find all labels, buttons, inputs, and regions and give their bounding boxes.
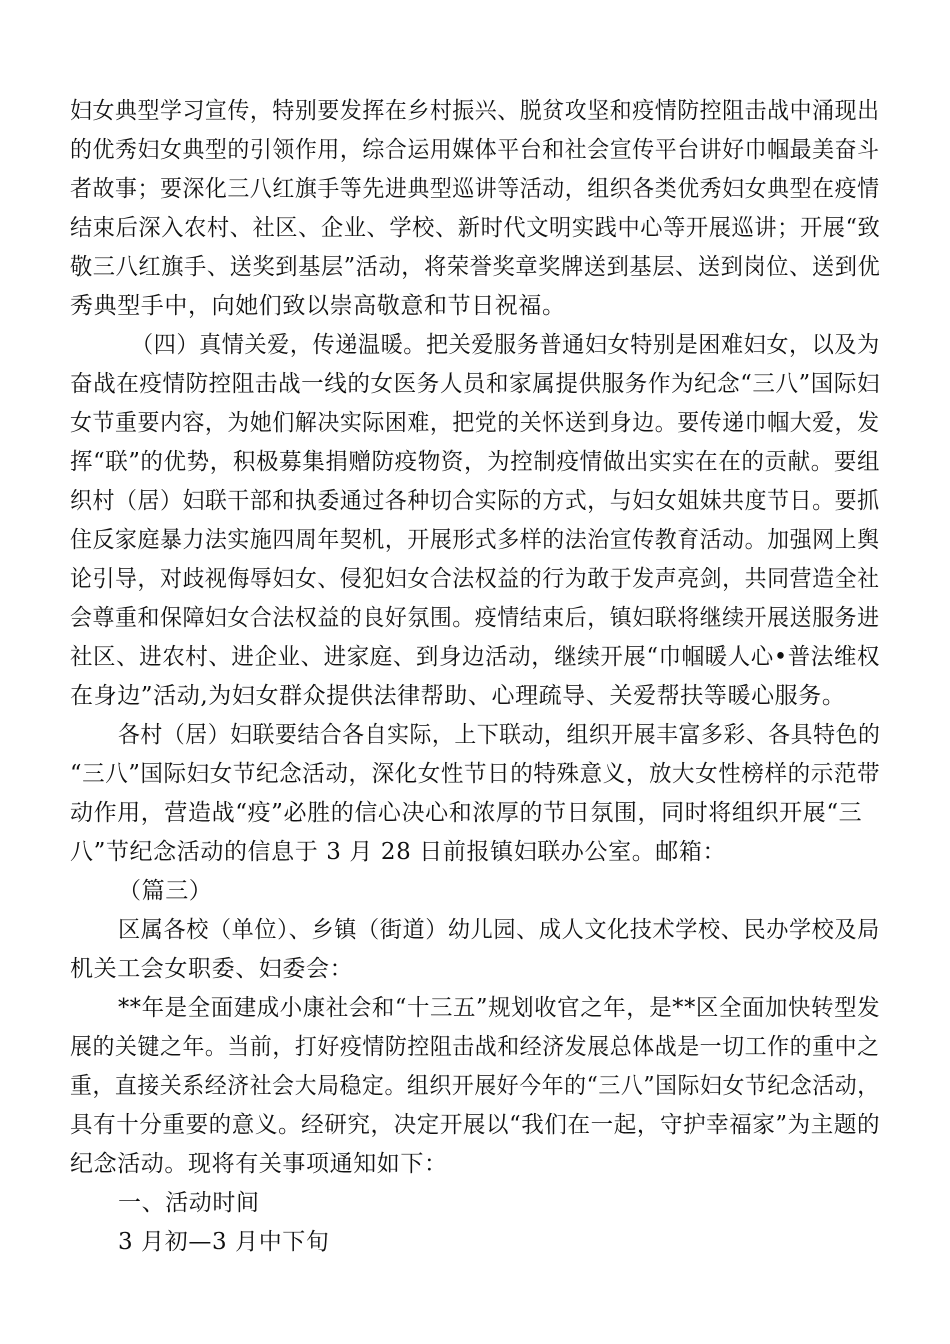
text-line: 秀典型手中，向她们致以崇高敬意和节日祝福。 (70, 293, 566, 319)
text-line: 者故事；要深化三八红旗手等先进典型巡讲等活动，组织各类优秀妇女典型在疫情 (70, 176, 880, 202)
section-heading-paragraph: （四）真情关爱，传递温暖。把关爱服务普通妇女特别是困难妇女，以及为 (131, 332, 880, 358)
text-line: 会尊重和保障妇女合法权益的良好氛围。疫情结束后，镇妇联将继续开展送服务进 (70, 605, 880, 631)
text-line: 机关工会女职委、妇委会： (70, 956, 354, 982)
text-line: 具有十分重要的意义。经研究，决定开展以“我们在一起，守护幸福家”为主题的 (70, 1112, 881, 1138)
text-line: “三八”国际妇女节纪念活动，深化女性节日的特殊意义，放大女性榜样的示范带 (70, 761, 881, 787)
text-line: 妇女典型学习宣传，特别要发挥在乡村振兴、脱贫攻坚和疫情防控阻击战中涌现出 (70, 98, 880, 124)
paragraph-start: **年是全面建成小康社会和“十三五”规划收官之年，是**区全面加快转型发 (118, 995, 881, 1021)
text-line: 重，直接关系经济社会大局稳定。组织开展好今年的“三八”国际妇女节纪念活动， (70, 1073, 880, 1099)
text-line: 社区、进农村、进企业、进家庭、到身边活动，继续开展“巾帼暖人心•普法维权 (70, 644, 880, 670)
part-title: （篇三） (118, 878, 213, 904)
date-range-text: 3 月初—3 月中下旬 (118, 1229, 330, 1255)
text-line: 在身边”活动,为妇女群众提供法律帮助、心理疏导、关爱帮扶等暖心服务。 (70, 683, 846, 709)
section-heading: 一、活动时间 (118, 1190, 260, 1216)
text-line: 八”节纪念活动的信息于 3 月 28 日前报镇妇联办公室。邮箱： (70, 839, 727, 865)
text-line: 论引导，对歧视侮辱妇女、侵犯妇女合法权益的行为敢于发声亮剑，共同营造全社 (70, 566, 880, 592)
paragraph-start: 区属各校（单位）、乡镇（街道）幼儿园、成人文化技术学校、民办学校及局 (118, 917, 880, 943)
text-line: 住反家庭暴力法实施四周年契机，开展形式多样的法治宣传教育活动。加强网上舆 (70, 527, 880, 553)
text-line: 展的关键之年。当前，打好疫情防控阻击战和经济发展总体战是一切工作的重中之 (70, 1034, 880, 1060)
text-line: 女节重要内容，为她们解决实际困难，把党的关怀送到身边。要传递巾帼大爱，发 (70, 410, 880, 436)
text-line: 奋战在疫情防控阻击战一线的女医务人员和家属提供服务作为纪念“三八”国际妇 (70, 371, 881, 397)
text-line: 敬三八红旗手、送奖到基层”活动，将荣誉奖章奖牌送到基层、送到岗位、送到优 (70, 254, 881, 280)
text-line: 的优秀妇女典型的引领作用，综合运用媒体平台和社会宣传平台讲好巾帼最美奋斗 (70, 137, 880, 163)
text-line: 动作用，营造战“疫”必胜的信心决心和浓厚的节日氛围，同时将组织开展“三 (70, 800, 863, 826)
text-line: 挥“联”的优势，积极募集捐赠防疫物资，为控制疫情做出实实在在的贡献。要组 (70, 449, 881, 475)
text-line: 纪念活动。现将有关事项通知如下： (70, 1151, 448, 1177)
text-line: 织村（居）妇联干部和执委通过各种切合实际的方式，与妇女姐妹共度节日。要抓 (70, 488, 880, 514)
text-line: 结束后深入农村、社区、企业、学校、新时代文明实践中心等开展巡讲；开展“致 (70, 215, 881, 241)
paragraph-start: 各村（居）妇联要结合各自实际，上下联动，组织开展丰富多彩、各具特色的 (118, 722, 881, 748)
